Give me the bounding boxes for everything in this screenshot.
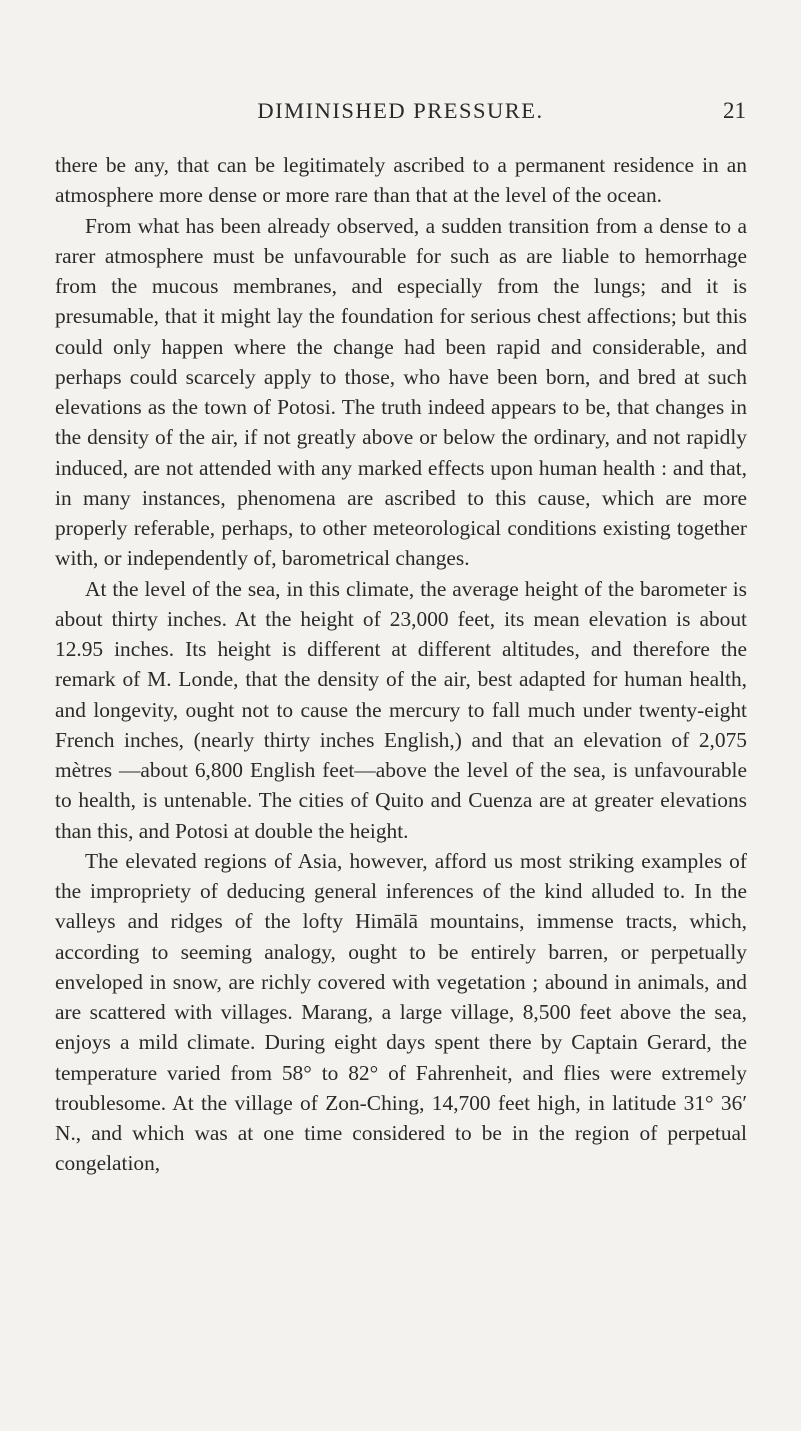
body-text [55,150,747,1179]
page-number: 21 [723,98,746,123]
running-title: DIMINISHED PRESSURE. [257,98,544,123]
running-head [0,98,801,138]
paragraph-asia: The elevated regions of Asia, however, afford us most striking examples of the impropriety of deducing general inferences of the kind alluded to. In the valleys and ridges of the lofty Himālā mountains, immense tracts, which, according to seeming analogy, ought to be entirely barren, or perpetually enveloped in snow, are richly covered with vegetation ; abound in animals, and are scattered with villages. Marang, a large village, 8,500 feet above the sea, enjoys a mild climate. During eight days spent there by Captain Gerard, the temperature varied from 58° to 82° of Fahrenheit, and flies were extremely troublesome. At the village of Zon-Ching, 14,700 feet high, in latitude 31° 36′ N., and which was at one time considered to be in the region of perpetual congelation, [55,848,747,1176]
paragraph-barometer: At the level of the sea, in this climate, the average height of the barometer is about thirty inches. At the height of 23,000 feet, its mean elevation is about 12.95 inches. Its height is different at different altitudes, and therefore the remark of M. Londe, that the density of the air, best adapted for human health, and longevity, ought not to cause the mercury to fall much under twenty-eight French inches, (nearly thirty inches English,) and that an elevation of 2,075 mètres —about 6,800 English feet—above the level of the sea, is unfavourable to health, is untenable. The cities of Quito and Cuenza are at greater elevations than this, and Potosi at double the height. [55,576,747,843]
paragraph-transition: From what has been already observed, a sudden transition from a dense to a rarer atmosphere must be unfavourable for such as are liable to hemorrhage from the mucous membranes, and especially from the lungs; and it is presumable, that it might lay the foundation for serious chest affections; but this could only happen where the change had been rapid and considerable, and perhaps could scarcely apply to those, who have been born, and bred at such elevations as the town of Potosi. The truth indeed appears to be, that changes in the density of the air, if not greatly above or below the ordinary, and not rapidly induced, are not attended with any marked effects upon human health : and that, in many instances, phenomena are ascribed to this cause, which are more properly referable, perhaps, to other meteorological conditions existing together with, or independently of, barometrical changes. [55,213,747,571]
paragraph-continuation: there be any, that can be legitimately ascribed to a permanent residence in an atmosphere more dense or more rare than that at the level of the ocean. [55,153,747,208]
